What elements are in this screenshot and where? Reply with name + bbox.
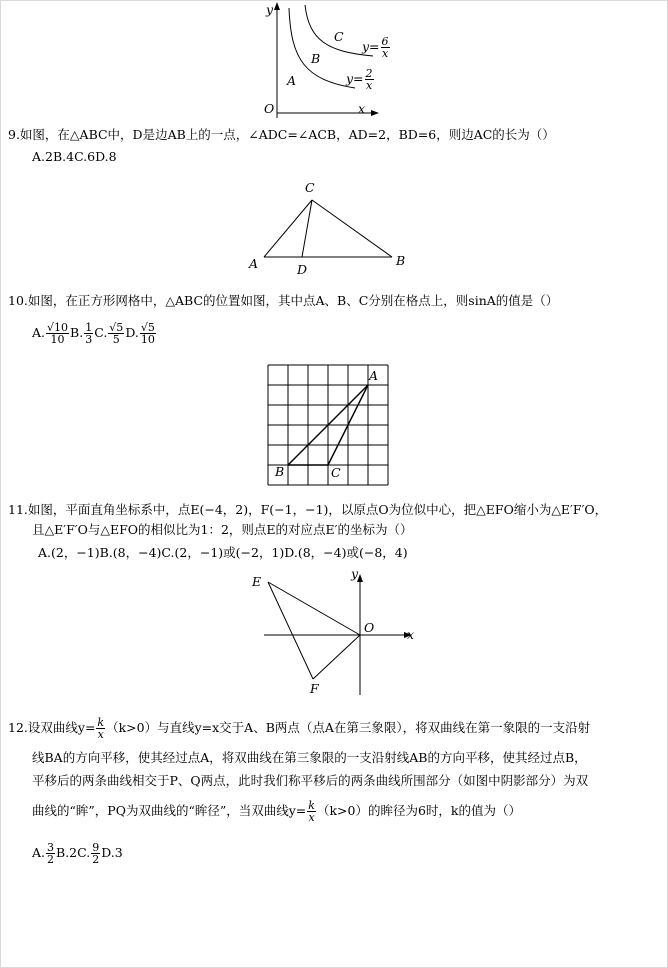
q11-label-y: y [351,566,359,581]
curve-2x-label: y= $\frac{2}{x}$ [346,67,373,92]
q10-text: 10.如图，在正方形网格中，△ABC的位置如图，其中点A、B、C分别在格点上，则sinA的值是（） [8,293,559,308]
q11-label-x: x [407,627,415,642]
q11-label-o: O [364,620,375,635]
q9-label-d: D [297,262,308,277]
q11-line1: 11.如图，平面直角坐标系中，点E(−4，2)，F(−1，−1)，以原点O为位似中心，把△EFO缩小为△E′F′O， [8,502,608,517]
q11-coordinate-figure [250,568,420,698]
hyperbola-figure [255,0,395,120]
q12-line2: 线BA的方向平移，使其经过点A，将双曲线在第三象限的一支沿射线AB的方向平移，使其经过点B， [32,750,587,765]
q11-label-f: F [310,681,319,696]
q11-line2: 且△E′F′O与△EFO的相似比为1：2，则点E的对应点E′的坐标为（） [32,522,413,537]
origin-label: O [264,101,275,116]
q12-line3: 平移后的两条曲线相交于P、Q两点，此时我们称平移后的两条曲线所围部分（如图中阴影部分）为双 [32,773,589,788]
q10-options: A. $\frac{√10}{10}$ B. $\frac{1}{3}$ C. $\frac{√5}{5}$ D. $\frac{√5}{10}$ [32,321,155,346]
q12-line4: 曲线的“眸”，PQ为双曲线的“眸径”，当双曲线y= $\frac{k}{x}$ （k>0）的眸径为6时，k的值为（） [32,799,521,824]
curve-6x-label: y= $\frac{6}{x}$ [362,35,389,60]
q10-label-c: C [331,465,341,480]
region-a-label: A [287,73,297,88]
q9-label-b: B [396,253,406,268]
q10-label-a: A [369,368,379,383]
q12-options: A. $\frac{3}{2}$ B.2C. $\frac{9}{2}$ D.3 [32,841,123,866]
q9-label-c: C [305,180,315,195]
region-c-label: C [334,29,344,44]
axis-y-label: y [266,2,274,17]
q11-label-e: E [252,574,262,589]
q11-options: A.(2，−1)B.(8，−4)C.(2，−1)或(−2，1)D.(8，−4)或(−8，4) [38,545,408,560]
axis-x-label: x [358,101,366,116]
q9-text: 9.如图，在△ABC中，D是边AB上的一点，∠ADC=∠ACB，AD=2，BD=6，则边AC的长为（） [8,127,555,142]
region-b-label: B [311,51,321,66]
q9-options: A.2B.4C.6D.8 [32,149,117,164]
q12-line1: 12.设双曲线y= $\frac{k}{x}$ （k>0）与直线y=x交于A、B两点（点A在第三象限），将双曲线在第一象限的一支沿射 [8,716,591,741]
q10-label-b: B [275,464,285,479]
q9-label-a: A [249,256,259,271]
q9-triangle-figure [240,178,420,278]
